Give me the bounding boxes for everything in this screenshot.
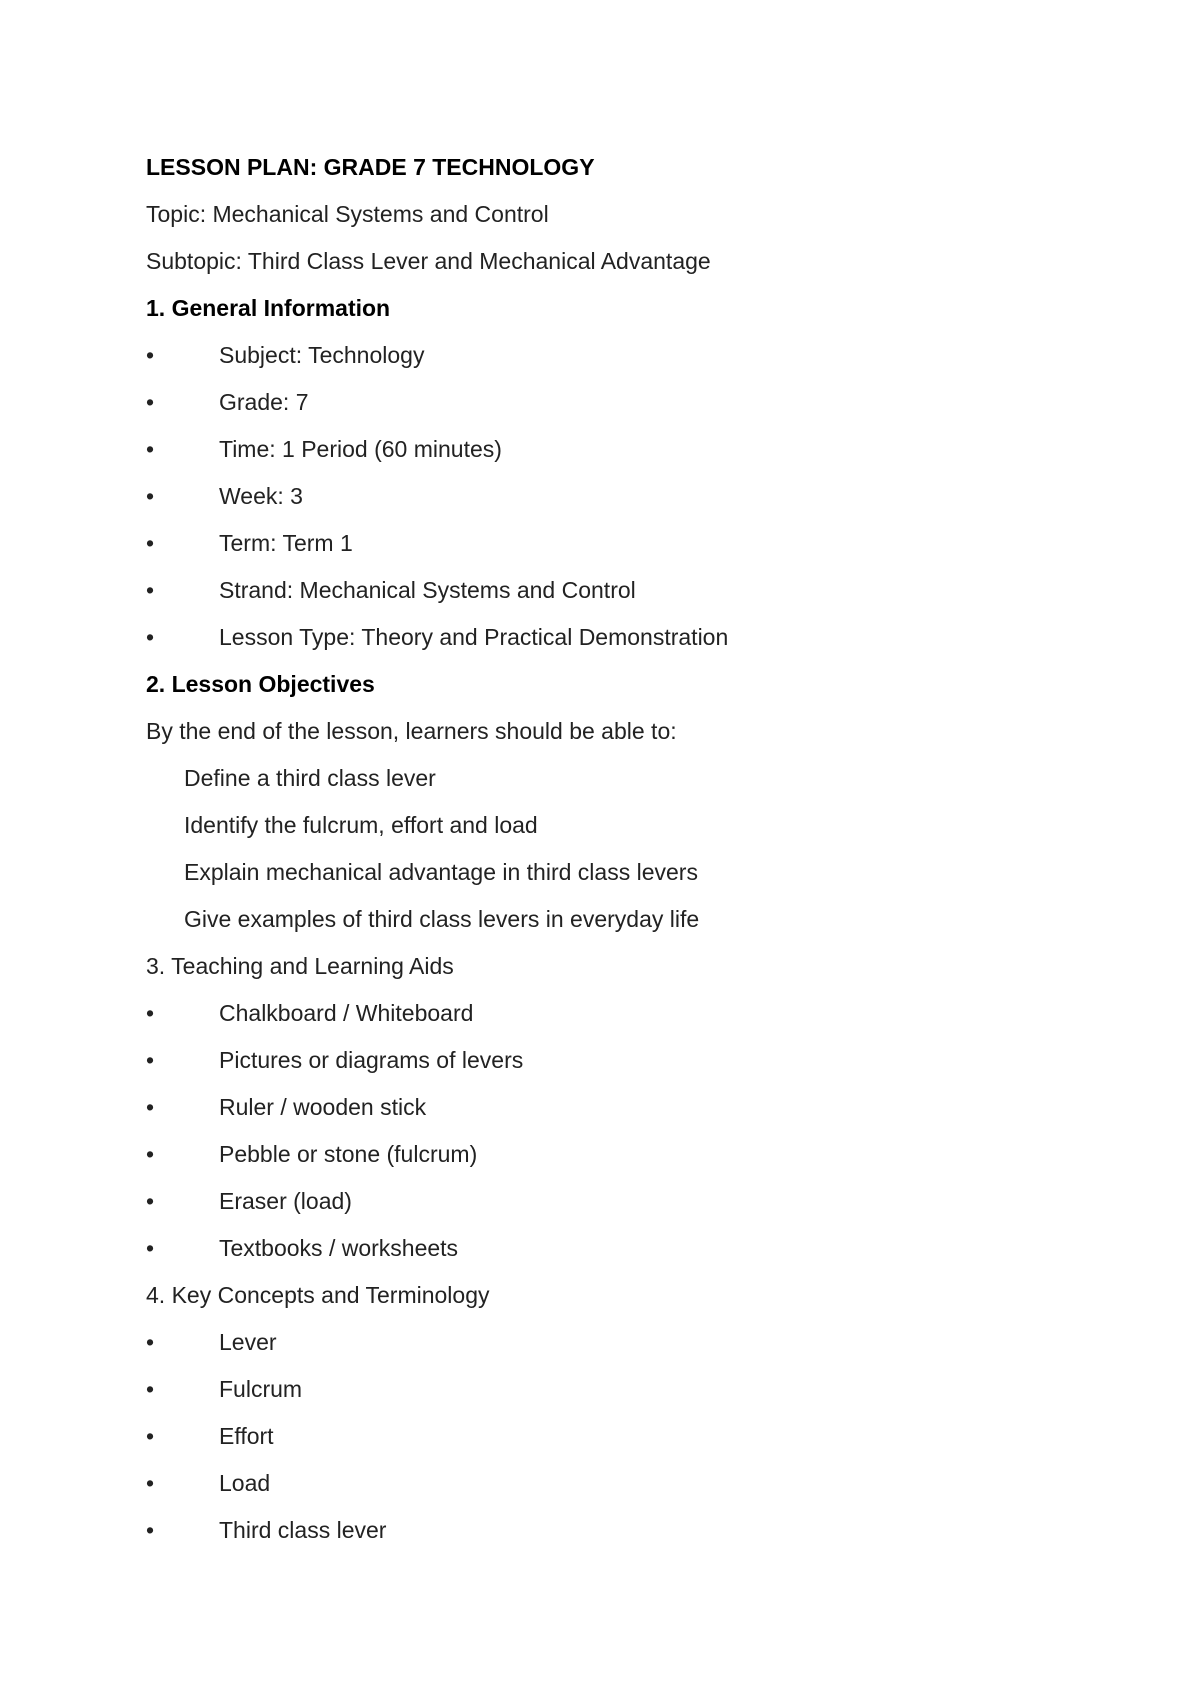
list-item-text: Pictures or diagrams of levers	[219, 1047, 524, 1073]
list-item	[146, 1366, 1146, 1413]
section-heading-aids: 3. Teaching and Learning Aids	[146, 953, 454, 979]
list-item	[146, 1460, 1146, 1507]
list-item	[146, 1178, 1146, 1225]
list-item	[146, 614, 1146, 661]
list-item-text: Subject: Technology	[219, 342, 425, 368]
list-item-text: Ruler / wooden stick	[219, 1094, 427, 1120]
list-item-text: Third class lever	[219, 1517, 387, 1543]
list-item	[146, 990, 1146, 1037]
bullet-icon: •	[146, 389, 155, 415]
bullet-icon: •	[146, 1423, 155, 1449]
list-item-text: Chalkboard / Whiteboard	[219, 1000, 474, 1026]
list-item	[146, 520, 1146, 567]
objective-item: Identify the fulcrum, effort and load	[184, 812, 538, 838]
list-item-text: Term: Term 1	[219, 530, 353, 556]
list-item	[146, 426, 1146, 473]
subtopic-line: Subtopic: Third Class Lever and Mechanical Advantage	[146, 248, 711, 274]
list-item-text: Fulcrum	[219, 1376, 303, 1402]
list-item-text: Grade: 7	[219, 389, 309, 415]
bullet-icon: •	[146, 342, 155, 368]
list-item-text: Effort	[219, 1423, 274, 1449]
list-item-text: Strand: Mechanical Systems and Control	[219, 577, 636, 603]
list-item-text: Time: 1 Period (60 minutes)	[219, 436, 502, 462]
section-heading-general: 1. General Information	[146, 295, 391, 321]
bullet-icon: •	[146, 1376, 155, 1402]
list-item	[146, 1225, 1146, 1272]
list-item	[146, 1084, 1146, 1131]
list-item	[146, 379, 1146, 426]
bullet-icon: •	[146, 1000, 155, 1026]
list-item	[146, 473, 1146, 520]
objectives-intro: By the end of the lesson, learners should be able to:	[146, 718, 677, 744]
objective-item: Explain mechanical advantage in third class levers	[184, 859, 698, 885]
bullet-icon: •	[146, 530, 155, 556]
bullet-icon: •	[146, 1470, 155, 1496]
bullet-icon: •	[146, 1517, 155, 1543]
section-heading-concepts: 4. Key Concepts and Terminology	[146, 1282, 490, 1308]
bullet-icon: •	[146, 1141, 155, 1167]
bullet-icon: •	[146, 483, 155, 509]
section-heading-objectives: 2. Lesson Objectives	[146, 671, 375, 697]
list-item-text: Eraser (load)	[219, 1188, 352, 1214]
objective-item: Give examples of third class levers in everyday life	[184, 906, 700, 932]
list-item	[146, 332, 1146, 379]
objective-item: Define a third class lever	[184, 765, 436, 791]
bullet-icon: •	[146, 1047, 155, 1073]
list-item	[146, 567, 1146, 614]
document-body	[146, 144, 1146, 1554]
list-item-text: Load	[219, 1470, 271, 1496]
list-item-text: Lesson Type: Theory and Practical Demonstration	[219, 624, 729, 650]
list-item-text: Pebble or stone (fulcrum)	[219, 1141, 478, 1167]
list-item	[146, 1319, 1146, 1366]
list-item-text: Week: 3	[219, 483, 303, 509]
document-title: LESSON PLAN: GRADE 7 TECHNOLOGY	[146, 154, 595, 180]
bullet-icon: •	[146, 436, 155, 462]
bullet-icon: •	[146, 577, 155, 603]
list-item	[146, 1507, 1146, 1554]
list-item	[146, 1413, 1146, 1460]
bullet-icon: •	[146, 1188, 155, 1214]
list-item-text: Lever	[219, 1329, 277, 1355]
bullet-icon: •	[146, 1235, 155, 1261]
bullet-icon: •	[146, 624, 155, 650]
bullet-icon: •	[146, 1329, 155, 1355]
list-item	[146, 1131, 1146, 1178]
bullet-icon: •	[146, 1094, 155, 1120]
list-item	[146, 1037, 1146, 1084]
list-item-text: Textbooks / worksheets	[219, 1235, 459, 1261]
topic-line: Topic: Mechanical Systems and Control	[146, 201, 549, 227]
